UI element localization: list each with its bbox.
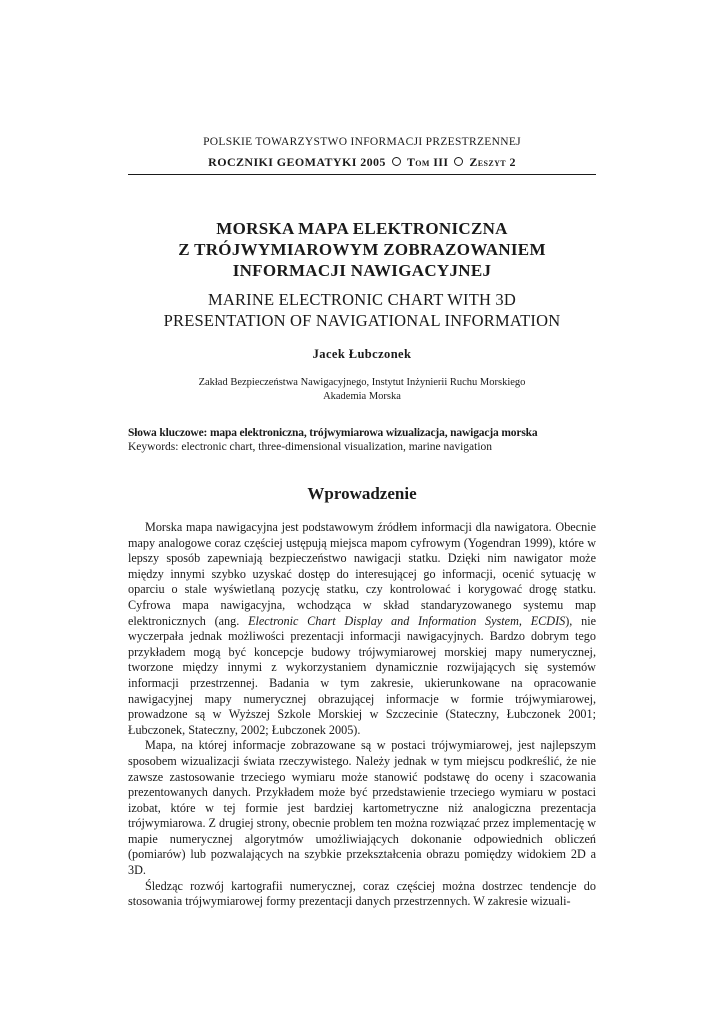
circle-bullet-icon [454,157,463,166]
author-name: Jacek Łubczonek [312,347,412,361]
title-polish-line: INFORMACJI NAWIGACYJNEJ [232,261,492,280]
journal-line [128,155,596,170]
journal-name: ROCZNIKI GEOMATYKI 2005 [208,155,386,169]
header-rule [128,174,596,175]
paragraph-text: Morska mapa nawigacyjna jest podstawowym źródłem informacji dla nawigatora. Obecnie mapy analogowe coraz częściej ustępują miejsca mapom cyfrowym (Yogendran 1999), które w lepszy sposób zapewniają bezpieczeństwo nawigacji statku. Dzięki nim nawigator może między innymi szybko uzyskać dostęp do interesującej go informacji, ocenić sytuację w oparciu o stale wyświetlaną pozycję statku, czy kontrolować i korygować drogę statku. Cyfrowa mapa nawigacyjna, wchodząca w skład standaryzowanego systemu map elektronicznych (ang. [128,520,596,628]
keywords-block [128,426,596,454]
title-english-line: MARINE ELECTRONIC CHART WITH 3D [207,290,516,309]
paragraph: Śledząc rozwój kartografii numerycznej, coraz częściej można dostrzec tendencje do stosowania trójwymiarowej formy prezentacji danych przestrzennych. W zakresie wizuali- [128,878,596,909]
affiliation [100,376,624,404]
title-polish [100,218,624,281]
keywords-polish [128,426,596,440]
society-name: POLSKIE TOWARZYSTWO INFORMACJI PRZESTRZENNEJ [203,136,521,148]
paragraph-italic: Electronic Chart Display and Information System, ECDIS [248,613,566,628]
title-english-line: PRESENTATION OF NAVIGATIONAL INFORMATION [163,311,561,330]
keywords-polish-text: mapa elektroniczna, trójwymiarowa wizualizacja, nawigacja morska [207,427,538,439]
journal-issue: Zeszyt 2 [469,155,516,169]
paragraph: Mapa, na której informacje zobrazowane są w postaci trójwymiarowej, jest najlepszym sposobem wizualizacji świata rzeczywistego. Należy jednak w tym miejscu podkreślić, że nie zawsze zastosowanie trzeciego wymiaru może stanowić podstawę do oceny i szacowania prezentowanych danych. Przykładem może być przedstawienie trzeciego wymiaru w postaci izobat, które w tej formie jest bardziej kartometryczne niż analogiczna prezentacja trójwymiarowa. Z drugiej strony, obecnie problem ten można rozwiązać przez implementację w mapie numerycznej algorytmów umożliwiających dokonanie odpowiednich obliczeń (pomiarów) lub pozwalających na szybkie przekształcenia obrazu pomiędzy widokiem 2D a 3D. [128,738,596,878]
title-polish-line: MORSKA MAPA ELEKTRONICZNA [216,219,508,238]
keywords-english-text: electronic chart, three-dimensional visualization, marine navigation [178,441,493,453]
affiliation-line: Akademia Morska [323,391,401,402]
section-heading: Wprowadzenie [307,484,417,503]
paragraph-text: ), nie wyczerpała jednak możliwości prezentacji informacji nawigacyjnych. Bardzo dobrym tego przykładem mogą być koncepcje budowy trójwymiarowej morskiej mapy numerycznej, tworzone między innymi z wykorzystaniem dynamicznie rozwijających się systemów informacji przestrzennej. Badania w tym zakresie, ukierunkowane na opracowanie nawigacyjnej mapy numerycznej obrazującej informacje w formie trójwymiarowej, prowadzone są w Wyższej Szkole Morskiej w Szczecinie (Stateczny, Łubczonek 2001; Łubczonek, Stateczny, 2002; Łubczonek 2005). [128,613,596,737]
affiliation-line: Zakład Bezpieczeństwa Nawigacyjnego, Instytut Inżynierii Ruchu Morskiego [198,377,526,388]
keywords-polish-label: Słowa kluczowe: [128,427,208,439]
paragraph [128,520,596,738]
keywords-english-label: Keywords: [128,441,179,453]
circle-bullet-icon [392,157,401,166]
journal-header [128,135,596,170]
title-polish-line: Z TRÓJWYMIAROWYM ZOBRAZOWANIEM [178,240,546,259]
keywords-english [128,440,596,454]
body-text [128,520,596,910]
title-english [100,289,624,331]
journal-volume: Tom III [406,155,449,169]
